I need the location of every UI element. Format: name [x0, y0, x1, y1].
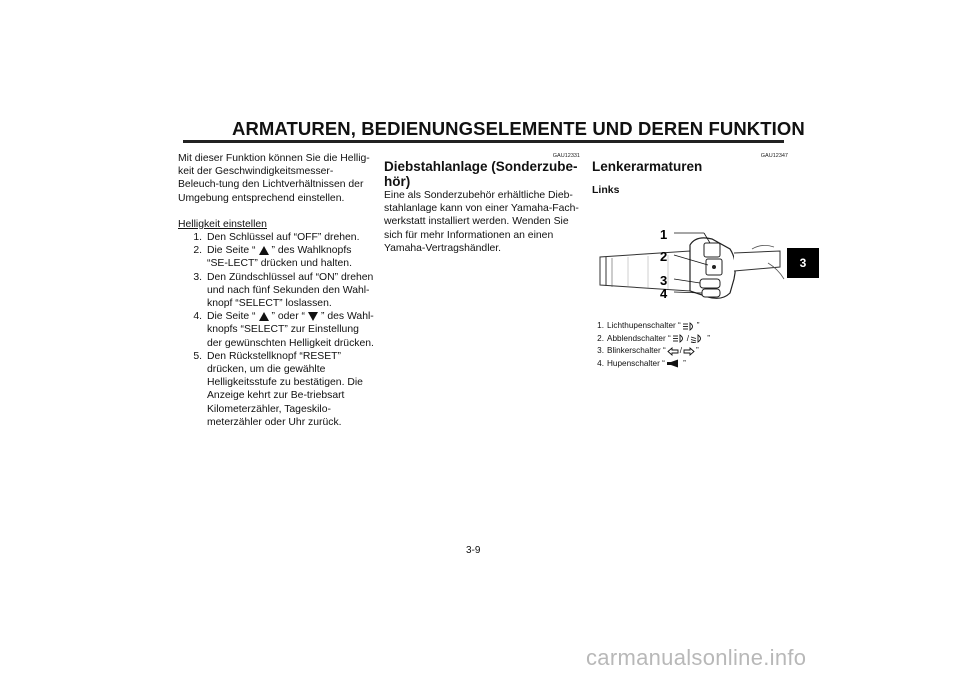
passing-light-switch [704, 243, 720, 257]
turn-signal-switch [700, 279, 720, 288]
page-title: ARMATUREN, BEDIENUNGSELEMENTE UND DEREN FUNKTION [232, 118, 805, 139]
caption-number: 3. [597, 346, 604, 356]
caption-text-pre: Abblendschalter “ [607, 333, 671, 343]
diagram-label-4: 4 [660, 286, 668, 302]
list-item [178, 244, 374, 270]
caption-number: 1. [597, 321, 604, 331]
watermark: carmanualsonline.info [586, 645, 807, 670]
caption-text [607, 333, 788, 346]
diagram-label-1: 1 [660, 227, 668, 243]
caption-text [607, 320, 788, 333]
step-number: 5. [193, 350, 202, 362]
list-item [592, 333, 788, 346]
left-handlebar-switch-diagram [592, 199, 788, 314]
step-number: 4. [193, 311, 202, 323]
chapter-tab: 3 [787, 248, 819, 278]
list-item [178, 231, 374, 244]
title-rule [183, 140, 784, 143]
passing-light-icon [682, 322, 696, 331]
caption-text-mid: / [686, 333, 689, 343]
dimmer-switch-dot [712, 265, 716, 269]
left-arrow-icon [667, 347, 679, 356]
cable-line [752, 246, 774, 250]
caption-text-post: ” [695, 346, 699, 356]
right-arrow-icon [683, 347, 695, 356]
step-text-post: ” des Wahlknopfs “SE-LECT” drücken und halten. [207, 245, 352, 270]
step-text [207, 244, 374, 270]
caption-text-post: ” [696, 321, 700, 331]
column-anti-theft [384, 150, 580, 255]
list-item [592, 320, 788, 333]
caption-text-post: ” [705, 333, 711, 343]
horn-switch [702, 289, 720, 297]
page-number: 3-9 [466, 545, 481, 556]
step-text-post: ” des Wahl-knopfs “SELECT” zur Einstellung der gewünschten Helligkeit drücken. [207, 311, 374, 349]
triangle-up-icon [259, 312, 269, 321]
diagram-label-2: 2 [660, 249, 668, 265]
grip-outline [600, 251, 690, 291]
step-text-pre: Die Seite “ [207, 245, 256, 257]
column-handlebar-switches [592, 150, 788, 370]
handlebar-tube [734, 251, 780, 271]
step-number: 3. [193, 271, 202, 283]
intro-paragraph: Mit dieser Funktion können Sie die Hellig-keit der Geschwindigkeitsmesser-Beleuch-tung den Lichtverhältnissen der Umgebung entsprechend einstellen. [178, 153, 370, 204]
high-beam-icon [672, 334, 686, 343]
caption-text [607, 358, 788, 371]
low-beam-icon [690, 334, 704, 343]
step-number: 2. [193, 245, 202, 257]
step-text-mid: ” oder “ [271, 311, 306, 323]
horn-icon [666, 359, 680, 368]
step-text: Den Rückstellknopf “RESET” drücken, um die gewählte Helligkeitsstufe zu bestätigen. Die Anzeige kehrt zur Be-triebsart Kilometerzähler, Tageskilo-meterzähler oder Uhr zurück. [207, 350, 363, 428]
step-text-pre: Die Seite “ [207, 311, 256, 323]
triangle-down-icon [308, 312, 318, 321]
section-heading: Lenkerarmaturen [592, 159, 703, 174]
section-body: Eine als Sonderzubehör erhältliche Dieb-stahlanlage kann von einer Yamaha-Fach-werkstatt installiert werden. Wenden Sie sich für mehr Informationen an einen Yamaha-Vertragshändler. [384, 190, 579, 254]
step-text: Den Schlüssel auf “OFF” drehen. [207, 232, 360, 244]
step-number: 1. [193, 232, 202, 244]
list-item [178, 310, 374, 350]
list-item [178, 350, 374, 429]
diagram-captions [592, 320, 788, 370]
section-code: GAU12347 [760, 153, 788, 159]
procedure-title: Helligkeit einstellen [178, 218, 267, 230]
list-item [592, 345, 788, 358]
procedure-steps [178, 231, 374, 429]
list-item [592, 358, 788, 371]
caption-text-post: ” [680, 358, 686, 368]
caption-text-pre: Lichthupenschalter “ [607, 321, 681, 331]
column-brightness [178, 152, 374, 429]
caption-text-pre: Blinkerschalter “ [607, 346, 666, 356]
list-item [178, 271, 374, 311]
section-code: GAU12331 [552, 153, 580, 159]
caption-text-mid: / [679, 346, 682, 356]
section-subheading: Links [592, 184, 620, 196]
section-heading: Diebstahlanlage (Sonderzube-hör) [384, 159, 578, 189]
diagram-label-3: 3 [660, 273, 668, 289]
caption-text [607, 345, 788, 358]
triangle-up-icon [259, 246, 269, 255]
caption-number: 4. [597, 358, 604, 368]
step-text: Den Zündschlüssel auf “ON” drehen und nach fünf Sekunden den Wahl-knopf “SELECT” loslassen. [207, 271, 374, 310]
caption-number: 2. [597, 333, 604, 343]
step-text [207, 310, 374, 350]
caption-text-pre: Hupenschalter “ [607, 358, 665, 368]
